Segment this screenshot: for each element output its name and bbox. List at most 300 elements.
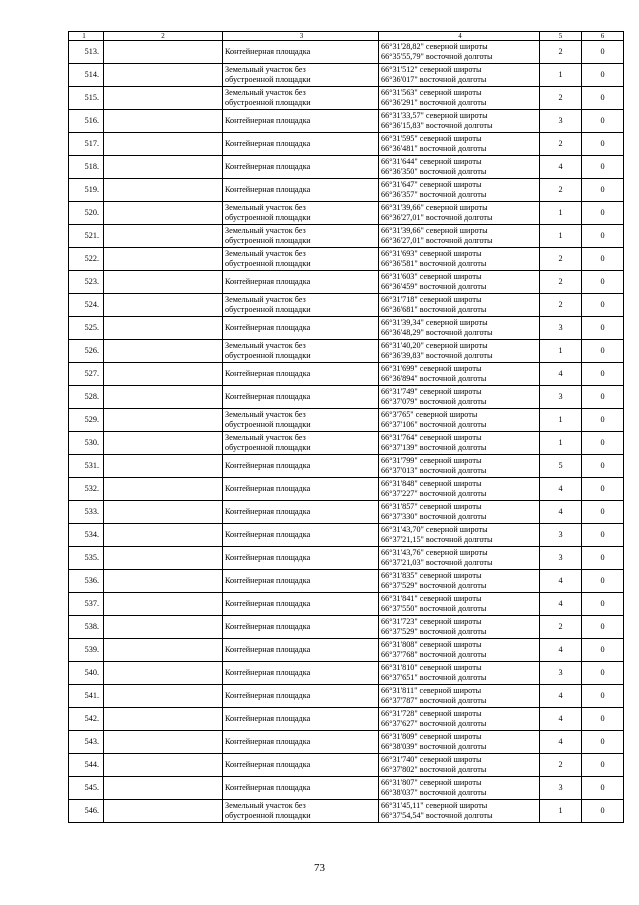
row-owner	[104, 179, 223, 202]
row-container-count: 3	[540, 317, 582, 340]
site-type-line: Контейнерная площадка	[225, 645, 311, 654]
site-type-line: Земельный участок без	[225, 249, 306, 258]
row-number: 525.	[69, 317, 104, 340]
table-row	[69, 455, 624, 478]
row-number: 518.	[69, 156, 104, 179]
row-owner	[104, 639, 223, 662]
row-owner	[104, 800, 223, 823]
coordinate-line: 66°37'21,03" восточной долготы	[381, 558, 493, 567]
row-site-type	[223, 685, 379, 708]
row-owner	[104, 87, 223, 110]
row-planned-count: 0	[582, 202, 624, 225]
row-container-count: 2	[540, 294, 582, 317]
waste-sites-table	[68, 31, 624, 823]
coordinate-line: 66°31'39,66" северной широты	[381, 203, 488, 212]
header-col-3: 3	[223, 32, 379, 41]
row-coordinates	[379, 294, 540, 317]
site-type-line: Контейнерная площадка	[225, 691, 311, 700]
row-coordinates	[379, 570, 540, 593]
row-planned-count: 0	[582, 501, 624, 524]
row-planned-count: 0	[582, 340, 624, 363]
row-coordinates	[379, 271, 540, 294]
row-container-count: 3	[540, 662, 582, 685]
row-owner	[104, 133, 223, 156]
row-number: 521.	[69, 225, 104, 248]
row-owner	[104, 501, 223, 524]
site-type-line: обустроенной площадки	[225, 443, 311, 452]
row-owner	[104, 386, 223, 409]
table-header	[69, 32, 624, 41]
row-owner	[104, 754, 223, 777]
row-number: 534.	[69, 524, 104, 547]
coordinate-line: 66°31'33,57" северной широты	[381, 111, 488, 120]
coordinate-line: 66°36'39,83" восточной долготы	[381, 351, 493, 360]
coordinate-line: 66°31'693" северной широты	[381, 249, 482, 258]
row-coordinates	[379, 662, 540, 685]
table-row	[69, 478, 624, 501]
site-type-line: Земельный участок без	[225, 65, 306, 74]
site-type-line: Контейнерная площадка	[225, 714, 311, 723]
row-planned-count: 0	[582, 156, 624, 179]
row-site-type	[223, 501, 379, 524]
row-container-count: 2	[540, 271, 582, 294]
row-planned-count: 0	[582, 616, 624, 639]
table-row	[69, 639, 624, 662]
site-type-line: Контейнерная площадка	[225, 599, 311, 608]
row-container-count: 4	[540, 363, 582, 386]
row-number: 531.	[69, 455, 104, 478]
row-container-count: 1	[540, 409, 582, 432]
row-planned-count: 0	[582, 41, 624, 64]
coordinate-line: 66°36'681" восточной долготы	[381, 305, 487, 314]
row-owner	[104, 271, 223, 294]
row-coordinates	[379, 156, 540, 179]
coordinate-line: 66°31'841" северной широты	[381, 594, 482, 603]
row-container-count: 4	[540, 593, 582, 616]
coordinate-line: 66°31'28,82" северной широты	[381, 42, 488, 51]
row-number: 514.	[69, 64, 104, 87]
coordinate-line: 66°37'802" восточной долготы	[381, 765, 487, 774]
row-coordinates	[379, 547, 540, 570]
row-site-type	[223, 87, 379, 110]
row-container-count: 5	[540, 455, 582, 478]
site-type-line: Контейнерная площадка	[225, 47, 311, 56]
coordinate-line: 66°31'811" северной широты	[381, 686, 482, 695]
row-planned-count: 0	[582, 317, 624, 340]
row-container-count: 4	[540, 639, 582, 662]
coordinate-line: 66°31'39,34" северной широты	[381, 318, 488, 327]
row-container-count: 4	[540, 570, 582, 593]
coordinate-line: 66°37'106" восточной долготы	[381, 420, 487, 429]
row-number: 516.	[69, 110, 104, 133]
row-coordinates	[379, 340, 540, 363]
coordinate-line: 66°35'55,79" восточной долготы	[381, 52, 493, 61]
table-row	[69, 179, 624, 202]
coordinate-line: 66°31'595" северной широты	[381, 134, 482, 143]
site-type-line: Контейнерная площадка	[225, 484, 311, 493]
row-site-type	[223, 662, 379, 685]
row-number: 543.	[69, 731, 104, 754]
coordinate-line: 66°36'581" восточной долготы	[381, 259, 487, 268]
row-site-type	[223, 455, 379, 478]
site-type-line: Контейнерная площадка	[225, 530, 311, 539]
row-planned-count: 0	[582, 547, 624, 570]
row-container-count: 1	[540, 800, 582, 823]
row-planned-count: 0	[582, 662, 624, 685]
table-row	[69, 524, 624, 547]
table-row	[69, 133, 624, 156]
row-number: 539.	[69, 639, 104, 662]
site-type-line: Контейнерная площадка	[225, 185, 311, 194]
row-number: 540.	[69, 662, 104, 685]
coordinate-line: 66°36'27,01" восточной долготы	[381, 213, 493, 222]
coordinate-line: 66°31'810" северной широты	[381, 663, 482, 672]
row-planned-count: 0	[582, 64, 624, 87]
row-container-count: 3	[540, 110, 582, 133]
row-coordinates	[379, 593, 540, 616]
row-container-count: 1	[540, 64, 582, 87]
site-type-line: Контейнерная площадка	[225, 139, 311, 148]
row-container-count: 4	[540, 156, 582, 179]
row-site-type	[223, 777, 379, 800]
coordinate-line: 66°31'723" северной широты	[381, 617, 482, 626]
site-type-line: Земельный участок без	[225, 88, 306, 97]
row-planned-count: 0	[582, 179, 624, 202]
row-owner	[104, 110, 223, 133]
row-number: 522.	[69, 248, 104, 271]
row-site-type	[223, 547, 379, 570]
coordinate-line: 66°37'227" восточной долготы	[381, 489, 487, 498]
table-body	[69, 41, 624, 823]
table-row	[69, 662, 624, 685]
row-site-type	[223, 340, 379, 363]
row-site-type	[223, 225, 379, 248]
row-owner	[104, 455, 223, 478]
row-site-type	[223, 754, 379, 777]
row-owner	[104, 685, 223, 708]
row-number: 524.	[69, 294, 104, 317]
row-number: 517.	[69, 133, 104, 156]
row-owner	[104, 248, 223, 271]
table-row	[69, 685, 624, 708]
row-number: 523.	[69, 271, 104, 294]
site-type-line: Контейнерная площадка	[225, 323, 311, 332]
row-site-type	[223, 478, 379, 501]
coordinate-line: 66°36'017" восточной долготы	[381, 75, 487, 84]
coordinate-line: 66°31'718" северной широты	[381, 295, 482, 304]
row-container-count: 4	[540, 501, 582, 524]
row-planned-count: 0	[582, 432, 624, 455]
table-row	[69, 271, 624, 294]
table-row	[69, 202, 624, 225]
row-planned-count: 0	[582, 271, 624, 294]
table-row	[69, 294, 624, 317]
table-row	[69, 616, 624, 639]
coordinate-line: 66°37'529" восточной долготы	[381, 581, 487, 590]
row-number: 533.	[69, 501, 104, 524]
row-number: 532.	[69, 478, 104, 501]
site-type-line: обустроенной площадки	[225, 259, 311, 268]
coordinate-line: 66°31'749" северной широты	[381, 387, 482, 396]
row-planned-count: 0	[582, 731, 624, 754]
coordinate-line: 66°31'512" северной широты	[381, 65, 482, 74]
site-type-line: обустроенной площадки	[225, 213, 311, 222]
site-type-line: Контейнерная площадка	[225, 783, 311, 792]
row-site-type	[223, 409, 379, 432]
row-coordinates	[379, 110, 540, 133]
row-number: 530.	[69, 432, 104, 455]
row-site-type	[223, 202, 379, 225]
row-owner	[104, 708, 223, 731]
row-site-type	[223, 363, 379, 386]
site-type-line: обустроенной площадки	[225, 420, 311, 429]
table-row	[69, 64, 624, 87]
row-coordinates	[379, 478, 540, 501]
row-owner	[104, 340, 223, 363]
row-site-type	[223, 432, 379, 455]
coordinate-line: 66°31'43,76" северной широты	[381, 548, 488, 557]
row-owner	[104, 156, 223, 179]
site-type-line: Контейнерная площадка	[225, 576, 311, 585]
table-row	[69, 547, 624, 570]
site-type-line: Контейнерная площадка	[225, 507, 311, 516]
row-coordinates	[379, 133, 540, 156]
row-planned-count: 0	[582, 800, 624, 823]
site-type-line: Контейнерная площадка	[225, 622, 311, 631]
row-planned-count: 0	[582, 294, 624, 317]
coordinate-line: 66°36'350" восточной долготы	[381, 167, 487, 176]
table-row	[69, 754, 624, 777]
coordinate-line: 66°37'013" восточной долготы	[381, 466, 487, 475]
site-type-line: Контейнерная площадка	[225, 392, 311, 401]
coordinate-line: 66°38'039" восточной долготы	[381, 742, 487, 751]
row-container-count: 4	[540, 731, 582, 754]
row-container-count: 3	[540, 386, 582, 409]
coordinate-line: 66°31'740" северной широты	[381, 755, 482, 764]
table-row	[69, 570, 624, 593]
header-row	[69, 32, 624, 41]
coordinate-line: 66°36'481" восточной долготы	[381, 144, 487, 153]
row-coordinates	[379, 455, 540, 478]
header-col-4: 4	[379, 32, 540, 41]
site-type-line: Контейнерная площадка	[225, 116, 311, 125]
row-container-count: 2	[540, 133, 582, 156]
table-row	[69, 317, 624, 340]
row-site-type	[223, 133, 379, 156]
site-type-line: обустроенной площадки	[225, 811, 311, 820]
site-type-line: обустроенной площадки	[225, 305, 311, 314]
coordinate-line: 66°31'43,70" северной широты	[381, 525, 488, 534]
row-container-count: 4	[540, 708, 582, 731]
row-number: 515.	[69, 87, 104, 110]
coordinate-line: 66°36'48,29" восточной долготы	[381, 328, 493, 337]
row-site-type	[223, 731, 379, 754]
site-type-line: Контейнерная площадка	[225, 737, 311, 746]
row-container-count: 3	[540, 547, 582, 570]
site-type-line: обустроенной площадки	[225, 98, 311, 107]
row-number: 536.	[69, 570, 104, 593]
coordinate-line: 66°31'848" северной широты	[381, 479, 482, 488]
table-row	[69, 800, 624, 823]
row-planned-count: 0	[582, 409, 624, 432]
row-site-type	[223, 41, 379, 64]
row-planned-count: 0	[582, 593, 624, 616]
coordinate-line: 66°36'291" восточной долготы	[381, 98, 487, 107]
coordinate-line: 66°38'037" восточной долготы	[381, 788, 487, 797]
table-row	[69, 110, 624, 133]
row-site-type	[223, 524, 379, 547]
row-owner	[104, 524, 223, 547]
site-type-line: Контейнерная площадка	[225, 461, 311, 470]
row-owner	[104, 478, 223, 501]
row-number: 519.	[69, 179, 104, 202]
row-site-type	[223, 570, 379, 593]
row-planned-count: 0	[582, 777, 624, 800]
row-coordinates	[379, 800, 540, 823]
coordinate-line: 66°31'45,11" северной широты	[381, 801, 488, 810]
row-container-count: 2	[540, 41, 582, 64]
row-coordinates	[379, 202, 540, 225]
row-planned-count: 0	[582, 386, 624, 409]
row-owner	[104, 432, 223, 455]
table-row	[69, 501, 624, 524]
site-type-line: Земельный участок без	[225, 203, 306, 212]
coordinate-line: 66°31'857" северной широты	[381, 502, 482, 511]
row-owner	[104, 64, 223, 87]
row-site-type	[223, 271, 379, 294]
coordinate-line: 66°37'54,54" восточной долготы	[381, 811, 493, 820]
site-type-line: Земельный участок без	[225, 341, 306, 350]
row-container-count: 2	[540, 248, 582, 271]
row-coordinates	[379, 64, 540, 87]
row-site-type	[223, 179, 379, 202]
row-site-type	[223, 708, 379, 731]
table-row	[69, 87, 624, 110]
row-coordinates	[379, 432, 540, 455]
coordinate-line: 66°31'647" северной широты	[381, 180, 482, 189]
table-row	[69, 708, 624, 731]
row-coordinates	[379, 731, 540, 754]
coordinate-line: 66°31'39,66" северной широты	[381, 226, 488, 235]
row-site-type	[223, 248, 379, 271]
site-type-line: Контейнерная площадка	[225, 277, 311, 286]
coordinate-line: 66°36'27,01" восточной долготы	[381, 236, 493, 245]
row-coordinates	[379, 317, 540, 340]
row-container-count: 1	[540, 225, 582, 248]
row-number: 529.	[69, 409, 104, 432]
row-owner	[104, 363, 223, 386]
row-coordinates	[379, 248, 540, 271]
coordinate-line: 66°36'357" восточной долготы	[381, 190, 487, 199]
coordinate-line: 66°31'809" северной широты	[381, 732, 482, 741]
row-coordinates	[379, 524, 540, 547]
coordinate-line: 66°37'330" восточной долготы	[381, 512, 487, 521]
row-owner	[104, 616, 223, 639]
site-type-line: Земельный участок без	[225, 801, 306, 810]
site-type-line: Земельный участок без	[225, 295, 306, 304]
row-owner	[104, 570, 223, 593]
table-row	[69, 248, 624, 271]
row-planned-count: 0	[582, 225, 624, 248]
row-site-type	[223, 317, 379, 340]
row-site-type	[223, 110, 379, 133]
site-type-line: Контейнерная площадка	[225, 162, 311, 171]
row-owner	[104, 225, 223, 248]
row-owner	[104, 294, 223, 317]
row-planned-count: 0	[582, 87, 624, 110]
row-owner	[104, 662, 223, 685]
coordinate-line: 66°36'15,83" восточной долготы	[381, 121, 493, 130]
header-col-6: 6	[582, 32, 624, 41]
row-site-type	[223, 386, 379, 409]
row-coordinates	[379, 409, 540, 432]
row-coordinates	[379, 616, 540, 639]
row-container-count: 2	[540, 616, 582, 639]
row-planned-count: 0	[582, 639, 624, 662]
row-coordinates	[379, 87, 540, 110]
row-number: 538.	[69, 616, 104, 639]
site-type-line: Контейнерная площадка	[225, 553, 311, 562]
coordinate-line: 66°31'603" северной широты	[381, 272, 482, 281]
table-row	[69, 363, 624, 386]
coordinate-line: 66°37'768" восточной долготы	[381, 650, 487, 659]
row-container-count: 1	[540, 340, 582, 363]
site-type-line: обустроенной площадки	[225, 351, 311, 360]
coordinate-line: 66°31'563" северной широты	[381, 88, 482, 97]
coordinate-line: 66°31'644" северной широты	[381, 157, 482, 166]
row-site-type	[223, 593, 379, 616]
row-planned-count: 0	[582, 133, 624, 156]
row-number: 541.	[69, 685, 104, 708]
row-container-count: 2	[540, 179, 582, 202]
coordinate-line: 66°37'651" восточной долготы	[381, 673, 487, 682]
row-planned-count: 0	[582, 110, 624, 133]
row-owner	[104, 202, 223, 225]
row-planned-count: 0	[582, 685, 624, 708]
row-coordinates	[379, 639, 540, 662]
table-row	[69, 386, 624, 409]
row-site-type	[223, 800, 379, 823]
coordinate-line: 66°37'529" восточной долготы	[381, 627, 487, 636]
row-owner	[104, 777, 223, 800]
row-container-count: 4	[540, 478, 582, 501]
row-site-type	[223, 639, 379, 662]
row-planned-count: 0	[582, 455, 624, 478]
row-coordinates	[379, 41, 540, 64]
coordinate-line: 66°37'21,15" восточной долготы	[381, 535, 493, 544]
coordinate-line: 66°37'139" восточной долготы	[381, 443, 487, 452]
table-row	[69, 777, 624, 800]
table-row	[69, 432, 624, 455]
row-container-count: 1	[540, 432, 582, 455]
row-site-type	[223, 616, 379, 639]
coordinate-line: 66°37'079" восточной долготы	[381, 397, 487, 406]
site-type-line: Контейнерная площадка	[225, 760, 311, 769]
row-owner	[104, 409, 223, 432]
row-number: 526.	[69, 340, 104, 363]
coordinate-line: 66°36'894" восточной долготы	[381, 374, 487, 383]
coordinate-line: 66°31'764" северной широты	[381, 433, 482, 442]
coordinate-line: 66°31'728" северной широты	[381, 709, 482, 718]
site-type-line: Контейнерная площадка	[225, 369, 311, 378]
site-type-line: Земельный участок без	[225, 226, 306, 235]
row-planned-count: 0	[582, 754, 624, 777]
row-number: 546.	[69, 800, 104, 823]
table-row	[69, 41, 624, 64]
coordinate-line: 66°31'799" северной широты	[381, 456, 482, 465]
row-owner	[104, 41, 223, 64]
header-col-5: 5	[540, 32, 582, 41]
